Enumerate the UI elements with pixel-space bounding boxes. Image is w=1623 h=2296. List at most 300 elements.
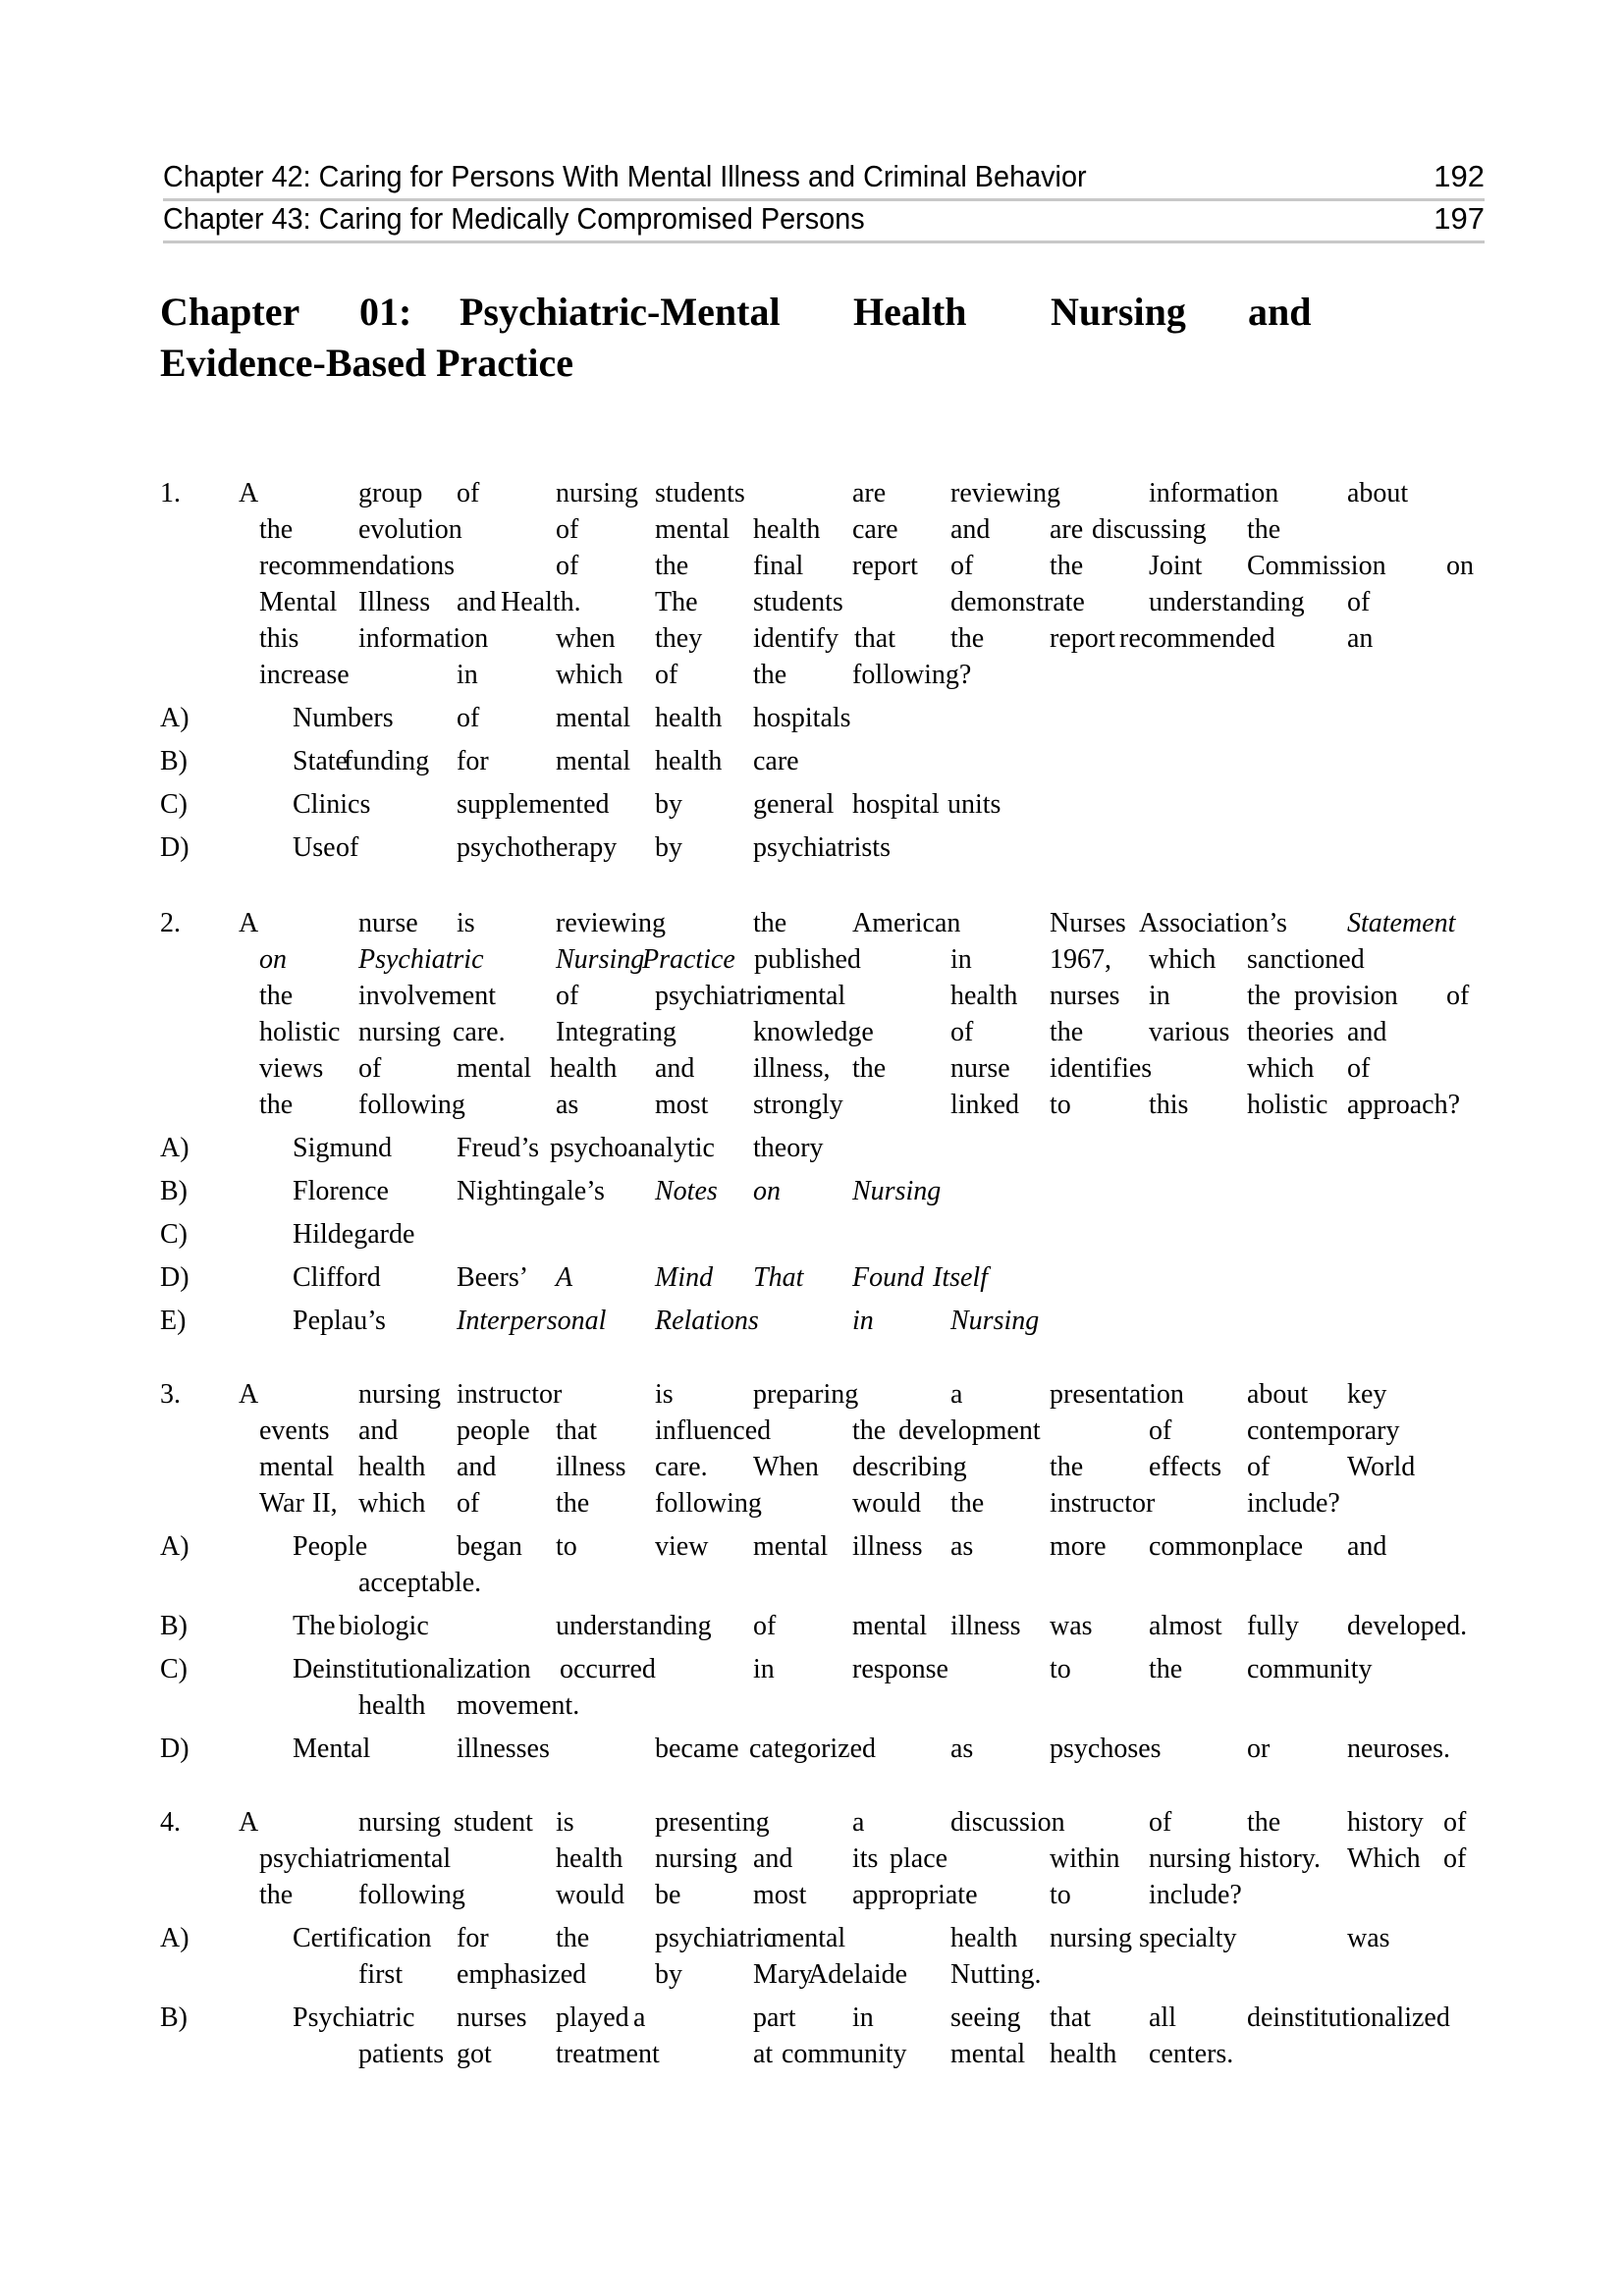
word: understanding [1149,587,1305,617]
word: people [457,1415,530,1446]
word: C) [160,789,188,820]
text-line [0,1687,1623,1724]
word: and [950,514,991,545]
word: the [556,1488,590,1519]
word: nurses [457,2002,527,2033]
word: of [358,1053,382,1084]
word: A [239,478,259,508]
word: C) [160,1219,188,1250]
word: involvement [358,981,496,1011]
word: care. [655,1452,708,1482]
text-line [0,1731,1623,1767]
word: psychiatric [259,1843,380,1874]
text-line [0,1528,1623,1565]
word: evolution [358,514,462,545]
word: deinstitutionalized [1247,2002,1450,2033]
word: became [655,1734,739,1764]
word: knowledge [753,1017,874,1047]
word: demonstrate [950,587,1085,617]
toc-entry-page: 192 [1434,159,1485,193]
word: strongly [753,1090,843,1120]
word: instructor [457,1379,563,1410]
word: of [950,551,974,581]
word: describing [852,1452,967,1482]
word: reviewing [556,908,666,938]
word: instructor [1050,1488,1156,1519]
chapter-heading-line-2 [160,338,1319,389]
word: Certification [293,1923,432,1953]
text-line [0,1216,1623,1253]
word: a [633,2002,646,2033]
word: and [1347,1017,1387,1047]
word: the [556,1923,590,1953]
word: mental [753,1531,829,1562]
word: on [259,944,287,975]
word: health [550,1053,618,1084]
word: 1. [160,478,181,508]
word: are [852,478,887,508]
word: the [852,1415,887,1446]
word: of [1446,981,1470,1011]
word: When [753,1452,819,1482]
word: State [293,746,348,776]
word: Nutting. [950,1959,1042,1990]
word: health [950,1923,1018,1953]
word: Notes [655,1176,718,1206]
word: psychoses [1050,1734,1162,1764]
word: nursing [358,1017,441,1047]
word: Joint [1149,551,1203,581]
word: 4. [160,1807,181,1838]
word: about [1347,478,1409,508]
word: include? [1247,1488,1340,1519]
word: following [358,1090,465,1120]
word: an [1347,623,1374,654]
word: treatment [556,2039,660,2069]
word: students [655,478,745,508]
word: be [655,1880,681,1910]
word: care. [453,1017,506,1047]
text-line [0,1608,1623,1644]
word: its [852,1843,879,1874]
word: is [655,1379,674,1410]
word: hospitals [753,703,851,733]
word: part [753,2002,796,2033]
word: occurred [560,1654,656,1684]
word: Association’s [1139,908,1287,938]
heading-word: 01: [359,290,412,334]
word: B) [160,2002,188,2033]
word: recommended [1119,623,1275,654]
word: as [950,1531,974,1562]
word: and [457,1452,497,1482]
word: student [454,1807,533,1838]
word: Practice [642,944,735,975]
word: Statement [1347,908,1456,938]
word: Psychiatric [358,944,484,975]
text-line [0,978,1623,1014]
word: influenced [655,1415,772,1446]
word: development [898,1415,1041,1446]
text-line [0,1087,1623,1123]
word: which [1247,1053,1315,1084]
word: would [556,1880,624,1910]
text-line [0,829,1623,866]
text-line [0,1565,1623,1601]
word: nursing [358,1379,441,1410]
word: illness [556,1452,626,1482]
text-line [0,1956,1623,1993]
word: of [1443,1807,1467,1838]
word: care [852,514,898,545]
word: Integrating [556,1017,676,1047]
chapter-heading-line-1 [160,287,1319,338]
word: place [890,1843,948,1874]
word: the [753,660,787,690]
word: B) [160,746,188,776]
word: linked [950,1090,1019,1120]
word: Nursing [852,1176,942,1206]
word: and [753,1843,793,1874]
word: preparing [753,1379,859,1410]
word: Clifford [293,1262,381,1293]
word: was [1050,1611,1093,1641]
word: A) [160,1531,189,1562]
text-line [0,475,1623,511]
word: fully [1247,1611,1299,1641]
word: the [1050,551,1084,581]
word: the [753,908,787,938]
word: biologic [339,1611,429,1641]
word: Use [293,832,336,863]
word: presentation [1050,1379,1184,1410]
word: Numbers [293,703,394,733]
word: was [1347,1923,1390,1953]
word: categorized [749,1734,877,1764]
word: about [1247,1379,1309,1410]
word: of [950,1017,974,1047]
word: when [556,623,616,654]
word: mental [771,981,846,1011]
word: funding [344,746,430,776]
text-line [0,1841,1623,1877]
word: Mary [753,1959,813,1990]
word: nursing [655,1843,737,1874]
word: Florence [293,1176,389,1206]
word: That [753,1262,804,1293]
word: would [852,1488,921,1519]
word: Nursing [950,1306,1040,1336]
word: centers. [1149,2039,1234,2069]
word: within [1050,1843,1120,1874]
word: following [358,1880,465,1910]
word: Hildegarde [293,1219,415,1250]
word: nursing [358,1807,441,1838]
word: 2. [160,908,181,938]
word: as [556,1090,579,1120]
toc-entry-chapter-43[interactable] [163,201,1485,243]
word: on [1446,551,1474,581]
word: almost [1149,1611,1222,1641]
word: information [1149,478,1279,508]
word: increase [259,660,350,690]
toc-entry-title: Chapter 43: Caring for Medically Compromised Persons [163,201,865,236]
word: Peplau’s [293,1306,386,1336]
text-line [0,1485,1623,1522]
text-line [0,1920,1623,1956]
word: by [655,789,682,820]
word: the [259,1090,294,1120]
word: in [852,1306,874,1336]
word: holistic [1247,1090,1328,1120]
word: include? [1149,1880,1242,1910]
word: mental [556,746,631,776]
text-line [0,743,1623,779]
word: provision [1294,981,1398,1011]
word: of [753,1611,777,1641]
heading-text: Evidence-Based Practice [160,341,573,385]
word: mental [457,1053,532,1084]
word: health [1050,2039,1117,2069]
word: of [457,703,480,733]
word: Deinstitutionalization [293,1654,531,1684]
word: mental [852,1611,928,1641]
word: in [753,1654,775,1684]
word: at [753,2039,774,2069]
word: World [1347,1452,1416,1482]
word: which [556,660,623,690]
word: this [259,623,299,654]
word: D) [160,832,189,863]
word: identifies [1050,1053,1153,1084]
word: various [1149,1017,1230,1047]
word: appropriate [852,1880,978,1910]
word: 1967, [1050,944,1111,975]
word: is [556,1807,574,1838]
word: patients [358,2039,445,2069]
word: by [655,1959,682,1990]
word: Itself [933,1262,988,1293]
text-line [0,1259,1623,1296]
word: to [1050,1090,1071,1120]
word: they [655,623,703,654]
word: psychiatric [655,1923,776,1953]
word: to [1050,1880,1071,1910]
text-line [0,2000,1623,2036]
word: understanding [556,1611,712,1641]
word: following [655,1488,762,1519]
word: psychiatric [655,981,776,1011]
word: following? [852,660,972,690]
word: People [293,1531,368,1562]
word: holistic [259,1017,341,1047]
word: mental [655,514,730,545]
word: Nightingale’s [457,1176,605,1206]
word: community [782,2039,907,2069]
word: 3. [160,1379,181,1410]
word: the [1050,1017,1084,1047]
word: nursing [556,478,638,508]
word: of [1149,1807,1172,1838]
word: E) [160,1306,187,1336]
word: this [1149,1090,1189,1120]
word: that [854,623,895,654]
word: mental [259,1452,335,1482]
word: Mental [259,587,338,617]
word: psychotherapy [457,832,618,863]
word: Beers’ [457,1262,529,1293]
word: Health. [501,587,581,617]
word: as [950,1734,974,1764]
word: of [1443,1843,1467,1874]
word: of [556,551,579,581]
word: the [1149,1654,1183,1684]
word: War [259,1488,304,1519]
word: Interpersonal [457,1306,607,1336]
text-line [0,1413,1623,1449]
word: hospital [852,789,940,820]
word: the [1247,981,1281,1011]
word: recommendations [259,551,456,581]
word: effects [1149,1452,1222,1482]
word: A) [160,1133,189,1163]
chapter-heading [160,287,1319,389]
word: to [1050,1654,1071,1684]
word: history. [1239,1843,1321,1874]
text-line [0,548,1623,584]
text-line [0,1130,1623,1166]
word: Sigmund [293,1133,393,1163]
word: developed. [1347,1611,1468,1641]
word: is [457,908,475,938]
text-line [0,905,1623,941]
word: sanctioned [1247,944,1365,975]
heading-word: Chapter [160,290,300,334]
word: got [457,2039,492,2069]
text-line [0,1173,1623,1209]
word: Illness [358,587,431,617]
word: Relations [655,1306,759,1336]
word: are [1050,514,1084,545]
word: health [655,703,723,733]
heading-word: Health [853,290,967,334]
word: health [358,1690,426,1721]
word: in [457,660,478,690]
word: of [1347,587,1371,617]
word: A) [160,703,189,733]
word: all [1149,2002,1176,2033]
word: identify [753,623,839,654]
word: discussion [950,1807,1065,1838]
word: mental [376,1843,452,1874]
word: neuroses. [1347,1734,1450,1764]
word: most [753,1880,807,1910]
word: of [457,478,480,508]
text-line [0,1303,1623,1339]
word: mental [950,2039,1026,2069]
word: the [259,1880,294,1910]
word: nurse [358,908,418,938]
text-line [0,1050,1623,1087]
word: which [358,1488,426,1519]
word: A [239,1379,259,1410]
word: which [1149,944,1217,975]
word: response [852,1654,948,1684]
word: view [655,1531,709,1562]
word: history [1347,1807,1424,1838]
word: health [950,981,1018,1011]
word: acceptable. [358,1568,482,1598]
text-line [0,1804,1623,1841]
word: contemporary [1247,1415,1400,1446]
toc-entry-chapter-42[interactable] [163,159,1485,201]
text-line [0,1449,1623,1485]
word: and [655,1053,695,1084]
word: supplemented [457,789,610,820]
word: Mental [293,1734,371,1764]
word: a [852,1807,865,1838]
text-line [0,511,1623,548]
text-line [0,1651,1623,1687]
word: nurse [950,1053,1010,1084]
word: the [1247,1807,1281,1838]
word: of [556,514,579,545]
word: theory [753,1133,824,1163]
text-line [0,620,1623,657]
word: seeing [950,2002,1021,2033]
word: illness [950,1611,1021,1641]
word: for [457,746,489,776]
word: Found [852,1262,925,1293]
word: the [852,1053,887,1084]
word: that [556,1415,597,1446]
word: mental [556,703,631,733]
word: B) [160,1611,188,1641]
word: the [655,551,689,581]
word: Clinics [293,789,371,820]
word: nurses [1050,981,1120,1011]
word: Adelaide [808,1959,908,1990]
word: health [556,1843,623,1874]
word: information [358,623,489,654]
word: care [753,746,799,776]
word: of [556,981,579,1011]
word: Psychiatric [293,2002,415,2033]
word: of [655,660,678,690]
text-line [0,786,1623,823]
word: more [1050,1531,1107,1562]
word: specialty [1139,1923,1237,1953]
word: students [753,587,843,617]
word: published [754,944,861,975]
word: most [655,1090,709,1120]
word: theories [1247,1017,1334,1047]
word: Nursing [556,944,645,975]
word: of [1149,1415,1172,1446]
word: and [358,1415,399,1446]
text-line [0,941,1623,978]
word: A [239,908,259,938]
word: units [947,789,1001,820]
word: in [950,944,972,975]
word: approach? [1347,1090,1461,1120]
word: key [1347,1379,1387,1410]
word: report [1050,623,1115,654]
word: played [556,2002,629,2033]
word: and [1347,1531,1387,1562]
word: American [852,908,961,938]
word: The [655,587,698,617]
